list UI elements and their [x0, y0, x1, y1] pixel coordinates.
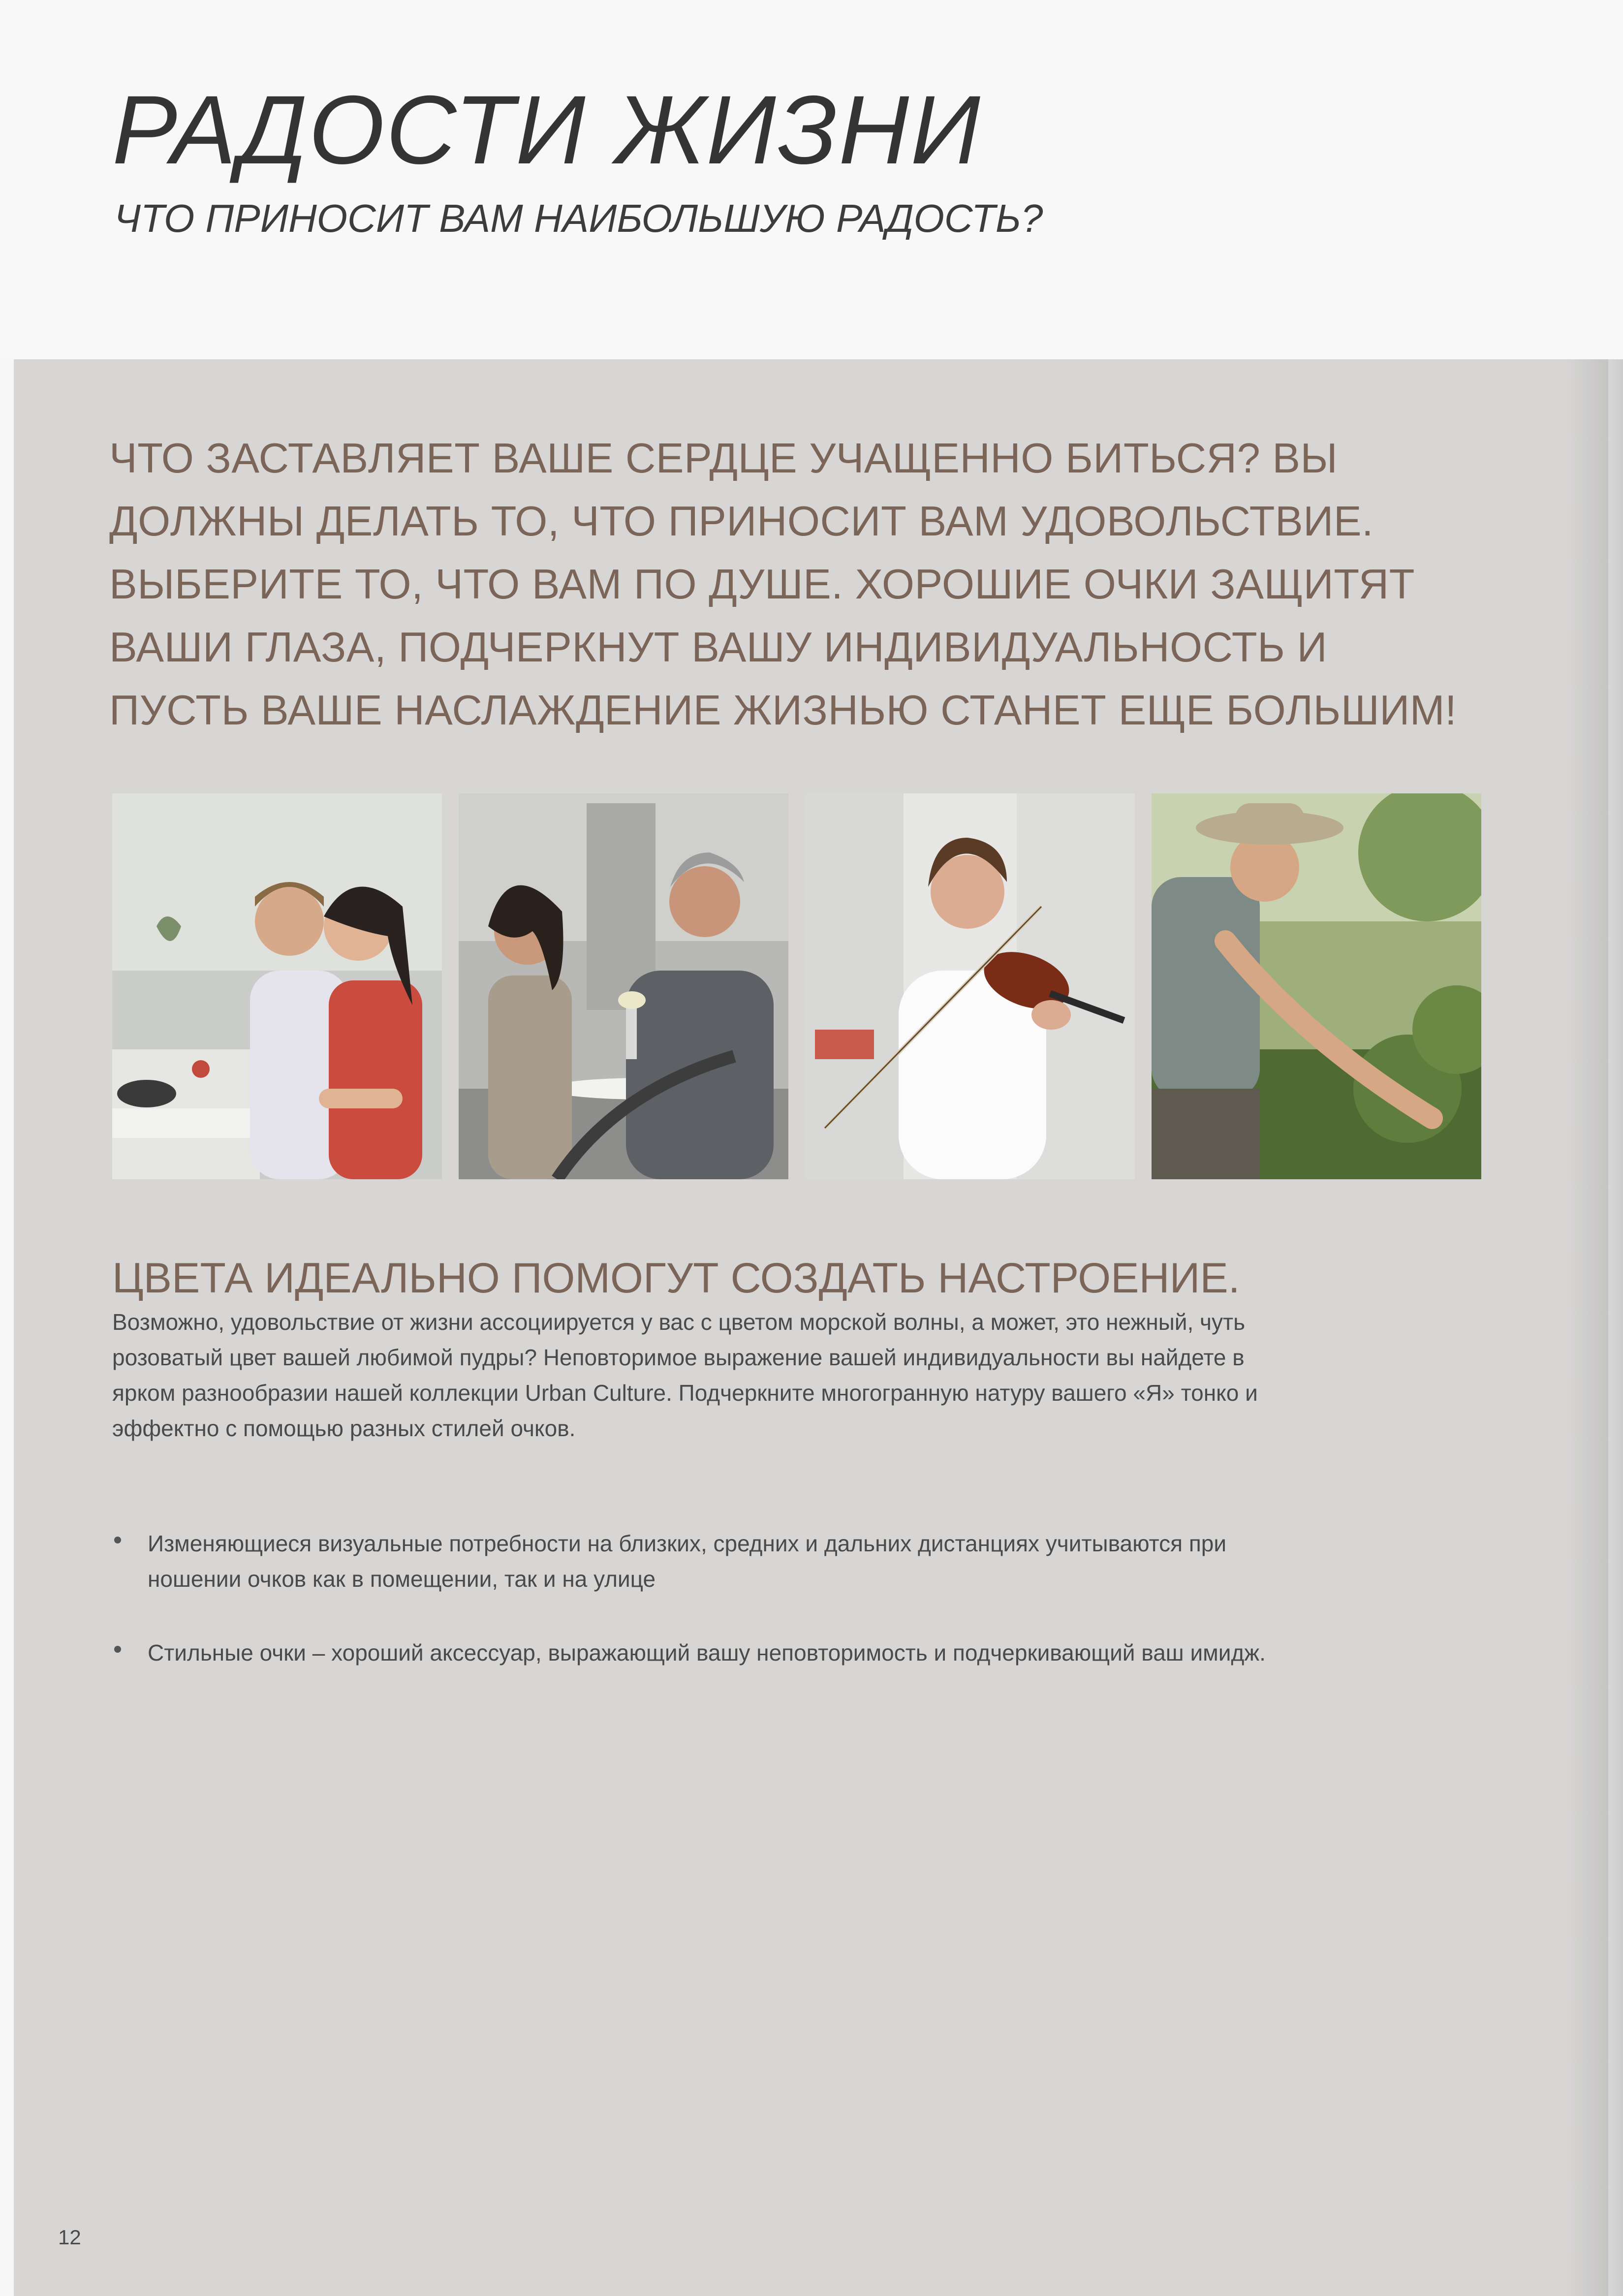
bullet-list [112, 1526, 1392, 1709]
body-line: ярком разнообразии нашей коллекции Urban Culture. Подчеркните многогранную натуру вашего «Я» тонко и [112, 1380, 1258, 1406]
page-edge-shadow [1565, 359, 1623, 2296]
bullet-dot-icon [114, 1537, 121, 1543]
photo-couple-cooking [112, 793, 442, 1179]
intro-line: ВАШИ ГЛАЗА, ПОДЧЕРКНУТ ВАШУ ИНДИВИДУАЛЬНОСТЬ И [109, 624, 1328, 671]
intro-line: ВЫБЕРИТЕ ТО, ЧТО ВАМ ПО ДУШЕ. ХОРОШИЕ ОЧКИ ЗАЩИТЯТ [109, 561, 1415, 608]
page-number: 12 [58, 2226, 81, 2249]
bullet-line: ношении очков как в помещении, так и на улице [148, 1566, 656, 1592]
photo-couple-cafe [459, 793, 788, 1179]
body-line: розоватый цвет вашей любимой пудры? Неповторимое выражение вашей индивидуальности вы найдете в [112, 1345, 1245, 1370]
intro-text [109, 427, 1457, 742]
intro-line: ДОЛЖНЫ ДЕЛАТЬ ТО, ЧТО ПРИНОСИТ ВАМ УДОВОЛЬСТВИЕ. [109, 498, 1374, 545]
section-body [112, 1304, 1352, 1446]
intro-line: ПУСТЬ ВАШЕ НАСЛАЖДЕНИЕ ЖИЗНЬЮ СТАНЕТ ЕЩЕ БОЛЬШИМ! [109, 687, 1457, 734]
photo-strip [112, 793, 1481, 1179]
list-item [112, 1526, 1392, 1597]
body-line: Возможно, удовольствие от жизни ассоциируется у вас с цветом морской волны, а может, это нежный, чуть [112, 1309, 1246, 1335]
page-subtitle: ЧТО ПРИНОСИТ ВАМ НАИБОЛЬШУЮ РАДОСТЬ? [114, 196, 1043, 240]
bullet-line: Стильные очки – хороший аксессуар, выражающий вашу неповторимость и подчеркивающий ваш имидж. [148, 1640, 1266, 1666]
bullet-line: Изменяющиеся визуальные потребности на близких, средних и дальних дистанциях учитываются при [148, 1531, 1227, 1556]
photo-violinist [805, 793, 1135, 1179]
page-title: РАДОСТИ ЖИЗНИ [112, 75, 982, 184]
body-line: эффектно с помощью разных стилей очков. [112, 1415, 576, 1441]
bullet-dot-icon [114, 1646, 121, 1653]
photo-gardener [1152, 793, 1481, 1179]
section-heading: ЦВЕТА ИДЕАЛЬНО ПОМОГУТ СОЗДАТЬ НАСТРОЕНИЕ. [112, 1255, 1240, 1302]
list-item [112, 1635, 1392, 1670]
intro-line: ЧТО ЗАСТАВЛЯЕТ ВАШЕ СЕРДЦЕ УЧАЩЕННО БИТЬСЯ? ВЫ [109, 435, 1338, 482]
